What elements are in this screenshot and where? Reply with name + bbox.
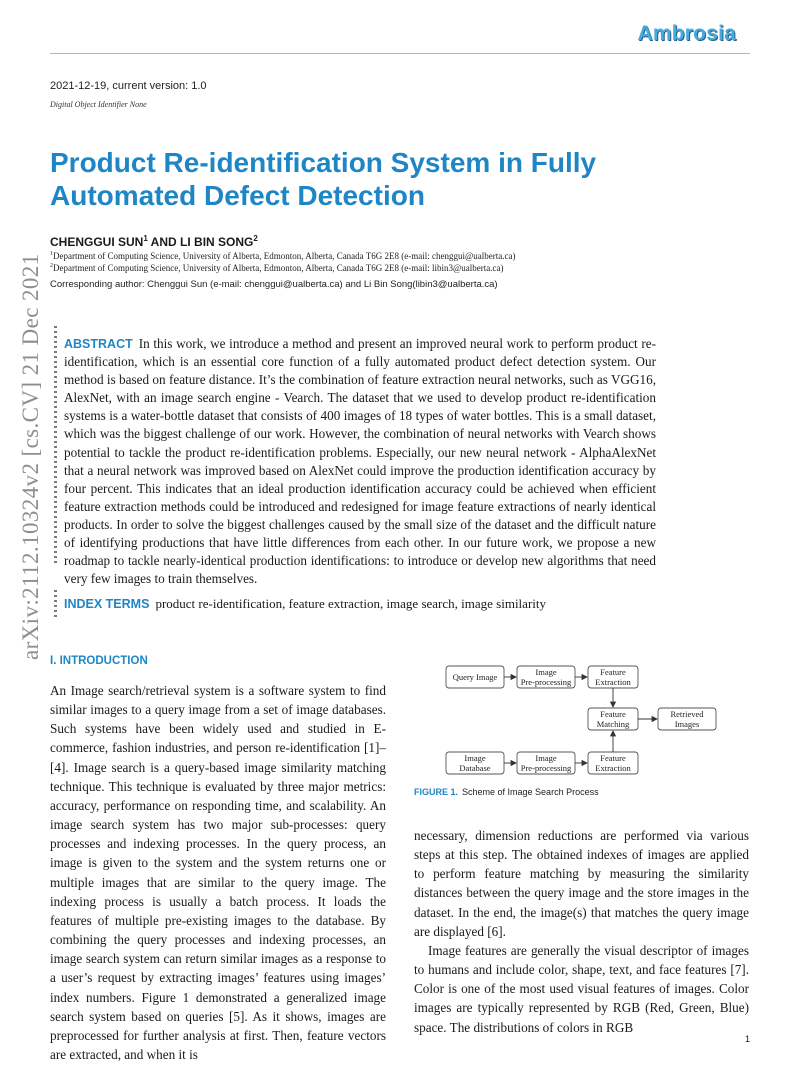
date-line: 2021-12-19, current version: 1.0 — [50, 80, 207, 92]
affiliation — [50, 251, 516, 261]
figure-caption-text: Scheme of Image Search Process — [462, 787, 599, 797]
intro-paragraph: An Image search/retrieval system is a software system to find similar images to a query image from a set of image databases. Such systems have been widely used and studied in E-commerce, fashion industries, and person re-identification [1]–[4]. Image search is a query-based image similarity matching technique. This technique is evaluated by three major metrics: accuracy, performance on responding time, and scalability. An image search system has two major sub-processes: query processes and indexing processes. In the query process, an image is given to the system and the system returns one or multiple images that are similar to the query image. The indexing process is usually a batch process. It loads the features of multiple pre-existing images to the database. By combining the query processes and indexing processes, an image search system can return similar images as a response to a user’s request by extracting images’ features using images’ index numbers. Figure 1 demonstrated a generalized image search system based on queries [5]. As it shows, images are preprocessed for further analysis at first. Then, feature vectors are extracted, and when it is — [50, 683, 386, 1062]
author-superscript: 2 — [253, 234, 258, 243]
right-column-text — [414, 826, 749, 1037]
affiliation-text: Department of Computing Science, University of Alberta, Edmonton, Alberta, Canada T6G 2E8 (e-mail: libin3@ualberta.ca) — [53, 263, 504, 273]
section-heading: I. INTRODUCTION — [50, 655, 148, 667]
journal-logo: Ambrosia — [637, 22, 736, 45]
box-label: Retrieved — [670, 709, 704, 719]
abstract-label: ABSTRACT — [64, 337, 133, 351]
affiliation-number: 2 — [50, 263, 53, 269]
box-label: Feature — [600, 753, 626, 763]
index-terms-dotted-rule — [54, 590, 57, 620]
box-label: Pre-processing — [520, 677, 572, 687]
corresponding-author: Corresponding author: Chenggui Sun (e-mail: chenggui@ualberta.ca) and Li Bin Song(libin3@ualberta.ca) — [50, 279, 498, 290]
header-rule — [50, 53, 750, 54]
abstract-dotted-rule — [54, 326, 57, 566]
author-list — [50, 234, 258, 249]
box-label: Feature — [600, 709, 626, 719]
box-label: Extraction — [595, 677, 631, 687]
index-terms-label: INDEX TERMS — [64, 597, 150, 611]
figure-caption — [414, 787, 599, 797]
figure-label: FIGURE 1. — [414, 787, 459, 797]
author-name: CHENGGUI SUN — [50, 235, 144, 249]
box-label: Extraction — [595, 763, 631, 773]
box-label: Image — [535, 753, 557, 763]
author-superscript: 1 — [143, 234, 148, 243]
box-label: Query Image — [452, 672, 498, 682]
affiliation-number: 1 — [50, 251, 53, 257]
index-terms — [64, 596, 664, 612]
figure-1-diagram — [410, 650, 750, 780]
box-label: Matching — [596, 719, 630, 729]
index-terms-text: product re-identification, feature extraction, image search, image similarity — [155, 596, 546, 611]
abstract-text: In this work, we introduce a method and present an improved neural work to perform product re-identification, which is an essential core function of a fully automated product defect detection system. Our method is based on feature distance. It’s the combination of feature extraction neural networks, such as VGG16, AlexNet, with an image search engine - Vearch. The dataset that we used to develop product re-identification systems is a water-bottle dataset that consists of 400 images of 18 types of water bottles. This is a small dataset, which was the biggest challenge of our work. However, the combination of neural networks with Vearch shows potential to tackle the product re-identification problems. Especially, our new neural network - AlphaAlexNet that a neural network was improved based on AlexNet could improve the production identification accuracy by four percent. This indicates that an ideal production identification accuracy could be achieved when efficient feature extraction methods could be introduced and redesigned for image feature extractions of nearly identical products. In order to solve the biggest challenges caused by the small size of the dataset and the difficult nature of identifying productions that have little differences from each other. In our future work, we propose a new roadmap to tackle nearly-identical production identifications: to introduce or develop new algorithms that need very few images to train themselves. — [64, 336, 656, 587]
affiliation — [50, 263, 504, 273]
page-number: 1 — [744, 1034, 750, 1044]
author-name: LI BIN SONG — [180, 235, 254, 249]
arxiv-stamp: arXiv:2112.10324v2 [cs.CV] 21 Dec 2021 — [18, 253, 43, 660]
box-label: Image — [535, 667, 557, 677]
author-joiner: AND — [147, 235, 181, 249]
box-label: Database — [459, 763, 491, 773]
body-paragraph: Image features are generally the visual descriptor of images to humans and include color, shape, text, and face features [7]. Color is one of the most used visual features of images. Color images are typically represented by RGB (Red, Green, Blue) space. The distributions of colors in RGB — [414, 942, 749, 1035]
abstract — [64, 335, 656, 588]
paper-title: Product Re-identification System in Fully Automated Defect Detection — [50, 147, 597, 211]
box-label: Pre-processing — [520, 763, 572, 773]
doi-line: Digital Object Identifier None — [50, 100, 147, 109]
affiliation-text: Department of Computing Science, University of Alberta, Edmonton, Alberta, Canada T6G 2E8 (e-mail: chenggui@ualberta.ca) — [53, 251, 516, 261]
box-label: Image — [464, 753, 486, 763]
body-paragraph: necessary, dimension reductions are performed via various steps at this step. The obtained indexes of images are applied to perform feature matching by measuring the similarity distances between the query image and the store images in the dataset. In the end, the image(s) that matches the query image are displayed [6]. — [414, 828, 749, 939]
box-label: Feature — [600, 667, 626, 677]
box-label: Images — [674, 719, 700, 729]
